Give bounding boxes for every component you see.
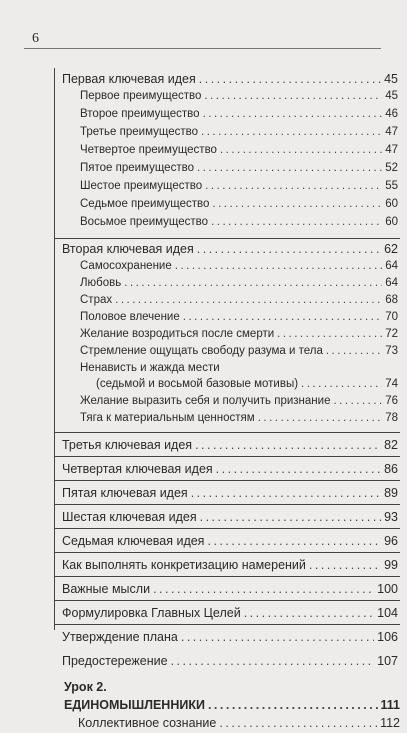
toc-entry[interactable] xyxy=(80,345,398,357)
toc-title: Четвертая ключевая идея xyxy=(62,462,213,476)
toc-page: 68 xyxy=(385,294,398,306)
section-rule xyxy=(54,68,55,238)
leader-dots xyxy=(201,126,382,138)
leader-dots xyxy=(200,510,381,524)
toc-page: 45 xyxy=(384,72,398,86)
toc-title: Восьмое преимущество xyxy=(80,216,209,228)
toc-page: 60 xyxy=(385,198,398,210)
toc-title: Шестая ключевая идея xyxy=(62,510,197,524)
toc-page: 62 xyxy=(384,242,398,256)
leader-dots xyxy=(175,260,382,272)
toc-page: 96 xyxy=(384,534,398,548)
leader-dots xyxy=(115,294,382,306)
leader-dots xyxy=(197,242,381,256)
toc-entry[interactable] xyxy=(80,144,398,156)
toc-entry-heading[interactable] xyxy=(62,72,398,86)
toc-title: Утверждение плана xyxy=(62,630,178,644)
toc-title: Важные мысли xyxy=(62,582,151,596)
toc-title: Вторая ключевая идея xyxy=(62,242,194,256)
toc-entry[interactable] xyxy=(62,462,398,476)
toc-page: 74 xyxy=(385,378,398,390)
leader-dots xyxy=(203,108,383,120)
leader-dots xyxy=(301,378,382,390)
toc-entry[interactable] xyxy=(62,534,398,548)
toc-page: 104 xyxy=(377,606,398,620)
toc-page: 100 xyxy=(377,582,398,596)
toc-title: Первое преимущество xyxy=(80,90,202,102)
leader-dots xyxy=(333,395,382,407)
toc-page: 46 xyxy=(385,108,398,120)
toc-title: Четвертое преимущество xyxy=(80,144,217,156)
toc-page: 93 xyxy=(384,510,398,524)
toc-title: Предостережение xyxy=(62,654,168,668)
leader-dots xyxy=(171,654,375,668)
leader-dots xyxy=(277,328,382,340)
toc-entry[interactable] xyxy=(80,260,398,272)
leader-dots xyxy=(153,582,374,596)
toc-entry[interactable] xyxy=(96,378,398,390)
toc-entry-heading[interactable] xyxy=(62,242,398,256)
leader-dots xyxy=(212,198,382,210)
section-rule xyxy=(54,504,400,505)
toc-title: Стремление ощущать свободу разума и тела xyxy=(80,345,323,357)
toc-title: Половое влечение xyxy=(80,311,180,323)
toc-title: Желание выразить себя и получить признание xyxy=(80,395,331,407)
section-rule xyxy=(54,238,55,388)
toc-entry[interactable] xyxy=(62,630,398,644)
toc-title: Желание возродиться после смерти xyxy=(80,328,275,340)
leader-dots xyxy=(191,486,381,500)
toc-title: ЕДИНОМЫШЛЕННИКИ xyxy=(64,698,205,712)
toc-page: 76 xyxy=(385,395,398,407)
leader-dots xyxy=(205,180,382,192)
section-rule xyxy=(54,432,400,433)
toc-page: 45 xyxy=(385,90,398,102)
section-rule xyxy=(54,480,400,481)
toc-entry[interactable] xyxy=(80,198,398,210)
toc-entry[interactable] xyxy=(78,716,400,730)
toc-page: 107 xyxy=(377,654,398,668)
toc-entry[interactable] xyxy=(80,90,398,102)
toc-entry[interactable] xyxy=(62,510,398,524)
toc-page: 86 xyxy=(384,462,398,476)
toc-page: 64 xyxy=(385,260,398,272)
toc-title: Седьмое преимущество xyxy=(80,198,210,210)
toc-entry[interactable] xyxy=(80,180,398,192)
toc-entry[interactable] xyxy=(80,395,398,407)
toc-entry[interactable] xyxy=(80,294,398,306)
leader-dots xyxy=(207,534,381,548)
toc-page: 78 xyxy=(385,412,398,424)
toc-title: Коллективное сознание xyxy=(78,716,217,730)
section-rule xyxy=(54,388,55,630)
toc-page: 99 xyxy=(384,558,398,572)
toc-title: Любовь xyxy=(80,277,122,289)
leader-dots xyxy=(219,716,377,730)
toc-entry[interactable] xyxy=(80,277,398,289)
leader-dots xyxy=(220,144,382,156)
section-rule xyxy=(54,576,400,577)
toc-entry[interactable] xyxy=(62,606,398,620)
leader-dots xyxy=(124,277,382,289)
toc-page: 89 xyxy=(384,486,398,500)
toc-entry[interactable] xyxy=(80,162,398,174)
toc-page: 72 xyxy=(385,328,398,340)
toc-page: 70 xyxy=(385,311,398,323)
section-rule xyxy=(54,552,400,553)
leader-dots xyxy=(195,438,381,452)
toc-page: 73 xyxy=(385,345,398,357)
toc-title: Первая ключевая идея xyxy=(62,72,196,86)
section-rule xyxy=(54,624,400,625)
toc-page: 55 xyxy=(385,180,398,192)
toc-entry[interactable] xyxy=(80,126,398,138)
toc-page: 64 xyxy=(385,277,398,289)
toc-page: 82 xyxy=(384,438,398,452)
toc-title: Как выполнять конкретизацию намерений xyxy=(62,558,306,572)
leader-dots xyxy=(244,606,374,620)
leader-dots xyxy=(181,630,374,644)
toc-title: Второе преимущество xyxy=(80,108,200,120)
section-rule xyxy=(54,528,400,529)
leader-dots xyxy=(199,72,381,86)
toc-page: 47 xyxy=(385,126,398,138)
leader-dots xyxy=(183,311,382,323)
toc-entry[interactable] xyxy=(62,486,398,500)
leader-dots xyxy=(326,345,382,357)
toc-title: (седьмой и восьмой базовые мотивы) xyxy=(96,378,299,390)
toc-title: Тяга к материальным ценностям xyxy=(80,412,255,424)
toc-title: Третья ключевая идея xyxy=(62,438,193,452)
toc-entry[interactable] xyxy=(80,108,398,120)
toc-title: Формулировка Главных Целей xyxy=(62,606,241,620)
toc-page: 106 xyxy=(377,630,398,644)
lesson-label: Урок 2. xyxy=(64,680,107,694)
leader-dots xyxy=(197,162,382,174)
toc-entry[interactable] xyxy=(62,558,398,572)
leader-dots xyxy=(208,698,378,712)
toc-title: Самосохранение xyxy=(80,260,172,272)
toc-page: 47 xyxy=(385,144,398,156)
toc-page: 52 xyxy=(385,162,398,174)
toc-page: 112 xyxy=(380,716,400,730)
toc-title: Пятое преимущество xyxy=(80,162,194,174)
section-rule xyxy=(54,600,400,601)
toc-entry[interactable] xyxy=(80,311,398,323)
toc-title: Третье преимущество xyxy=(80,126,198,138)
toc-entry[interactable] xyxy=(62,654,398,668)
toc-entry[interactable] xyxy=(80,216,398,228)
toc-entry[interactable] xyxy=(62,438,398,452)
leader-dots xyxy=(309,558,381,572)
toc-title: Седьмая ключевая идея xyxy=(62,534,205,548)
toc-title: Страх xyxy=(80,294,113,306)
page-number: 6 xyxy=(32,31,39,46)
toc-entry[interactable] xyxy=(80,412,398,424)
toc-entry[interactable] xyxy=(80,328,398,340)
leader-dots xyxy=(204,90,382,102)
toc-title: Пятая ключевая идея xyxy=(62,486,188,500)
section-rule xyxy=(54,238,400,239)
toc-entry-lesson[interactable] xyxy=(64,698,400,712)
toc-page: 60 xyxy=(385,216,398,228)
leader-dots xyxy=(216,462,381,476)
toc-title: Шестое преимущество xyxy=(80,180,203,192)
toc-entry-line1[interactable]: Ненависть и жажда мести xyxy=(80,362,220,374)
leader-dots xyxy=(211,216,382,228)
leader-dots xyxy=(258,412,383,424)
toc-page: 111 xyxy=(380,698,400,712)
section-rule xyxy=(54,456,400,457)
toc-entry[interactable] xyxy=(62,582,398,596)
